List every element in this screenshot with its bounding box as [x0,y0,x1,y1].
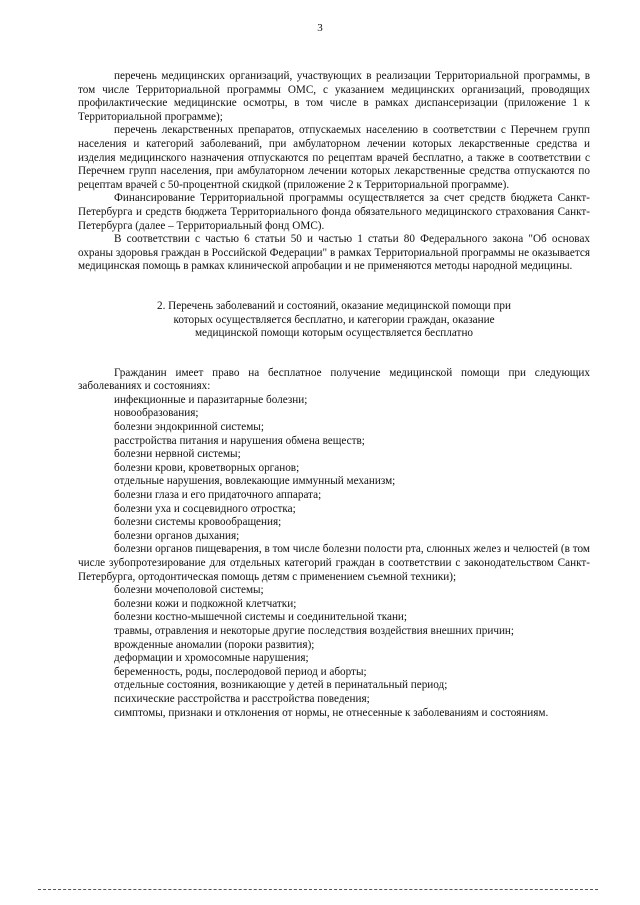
list-item: инфекционные и паразитарные болезни; [114,393,308,406]
conditions-list [78,394,590,720]
list-item: симптомы, признаки и отклонения от нормы, не отнесенные к заболеваниям и состояниям. [114,706,549,719]
paragraph-organizations-list: перечень медицинских организаций, участвующих в реализации Территориальной программы, в том числе Территориальной программы ОМС, с указанием медицинских организаций, проводящих профилактические медицинские осмотры, в том числе в рамках диспансеризации (приложение 1 к Территориальной программе); [78,70,590,123]
list-item: болезни мочеполовой системы; [114,584,264,597]
page-number: 3 [317,22,323,34]
list-item: болезни органов дыхания; [114,529,240,542]
list-item: беременность, роды, послеродовой период и аборты; [114,665,367,678]
list-item: расстройства питания и нарушения обмена веществ; [114,434,365,447]
list-item: болезни системы кровообращения; [114,516,282,529]
paragraph-financing: Финансирование Территориальной программы осуществляется за счет средств бюджета Санкт-Петербурга и средств бюджета Территориального фонда обязательного медицинского страхования Санкт-Петербурга (далее – Территориальный фонд ОМС). [78,192,590,232]
footer-divider [38,889,598,890]
list-item: болезни органов пищеварения, в том числе болезни полости рта, слюнных желез и челюстей (в том числе зубопротезирование для отдельных категорий граждан в соответствии с законодательством Санкт-Петербурга, ортодонтическая помощь детям с применением съемной техники); [78,543,590,583]
list-item: психические расстройства и расстройства поведения; [114,692,370,705]
list-item: болезни уха и сосцевидного отростка; [114,502,296,515]
list-item: деформации и хромосомные нарушения; [114,652,309,665]
section-title: 2. Перечень заболеваний и состояний, оказание медицинской помощи при которых осуществляется бесплатно, и категории граждан, оказание медицинской помощи которым осуществляется бесплатно [156,299,512,340]
list-item: болезни эндокринной системы; [114,421,264,434]
document-body [78,70,590,720]
list-item: болезни нервной системы; [114,448,241,461]
list-item: болезни кожи и подкожной клетчатки; [114,597,297,610]
list-item: болезни глаза и его придаточного аппарата; [114,489,322,502]
paragraph-medicines-list: перечень лекарственных препаратов, отпускаемых населению в соответствии с Перечнем групп населения и категорий заболеваний, при амбулаторном лечении которых лекарственные средства и изделия медицинского назначения отпускаются по рецептам врачей бесплатно, а также в соответствии с Перечнем групп населения, при амбулаторном лечении которых лекарственные средства отпускаются по рецептам врачей с 50-процентной скидкой (приложение 2 к Территориальной программе). [78,124,590,191]
paragraph-law-reference: В соответствии с частью 6 статьи 50 и частью 1 статьи 80 Федерального закона "Об основах охраны здоровья граждан в Российской Федерации" в рамках Территориальной программы не оказывается медицинская помощь в рамках клинической апробации и не применяются методы народной медицины. [78,233,590,273]
list-item: отдельные состояния, возникающие у детей в перинатальный период; [114,679,448,692]
list-item: болезни костно-мышечной системы и соединительной ткани; [114,611,408,624]
section-intro: Гражданин имеет право на бесплатное получение медицинской помощи при следующих заболеваниях и состояниях: [78,366,590,393]
list-item: болезни крови, кроветворных органов; [114,461,300,474]
list-item: врожденные аномалии (пороки развития); [114,638,315,651]
list-item: отдельные нарушения, вовлекающие иммунный механизм; [114,475,396,488]
list-item: новообразования; [114,407,199,420]
list-item: травмы, отравления и некоторые другие последствия воздействия внешних причин; [114,624,515,637]
